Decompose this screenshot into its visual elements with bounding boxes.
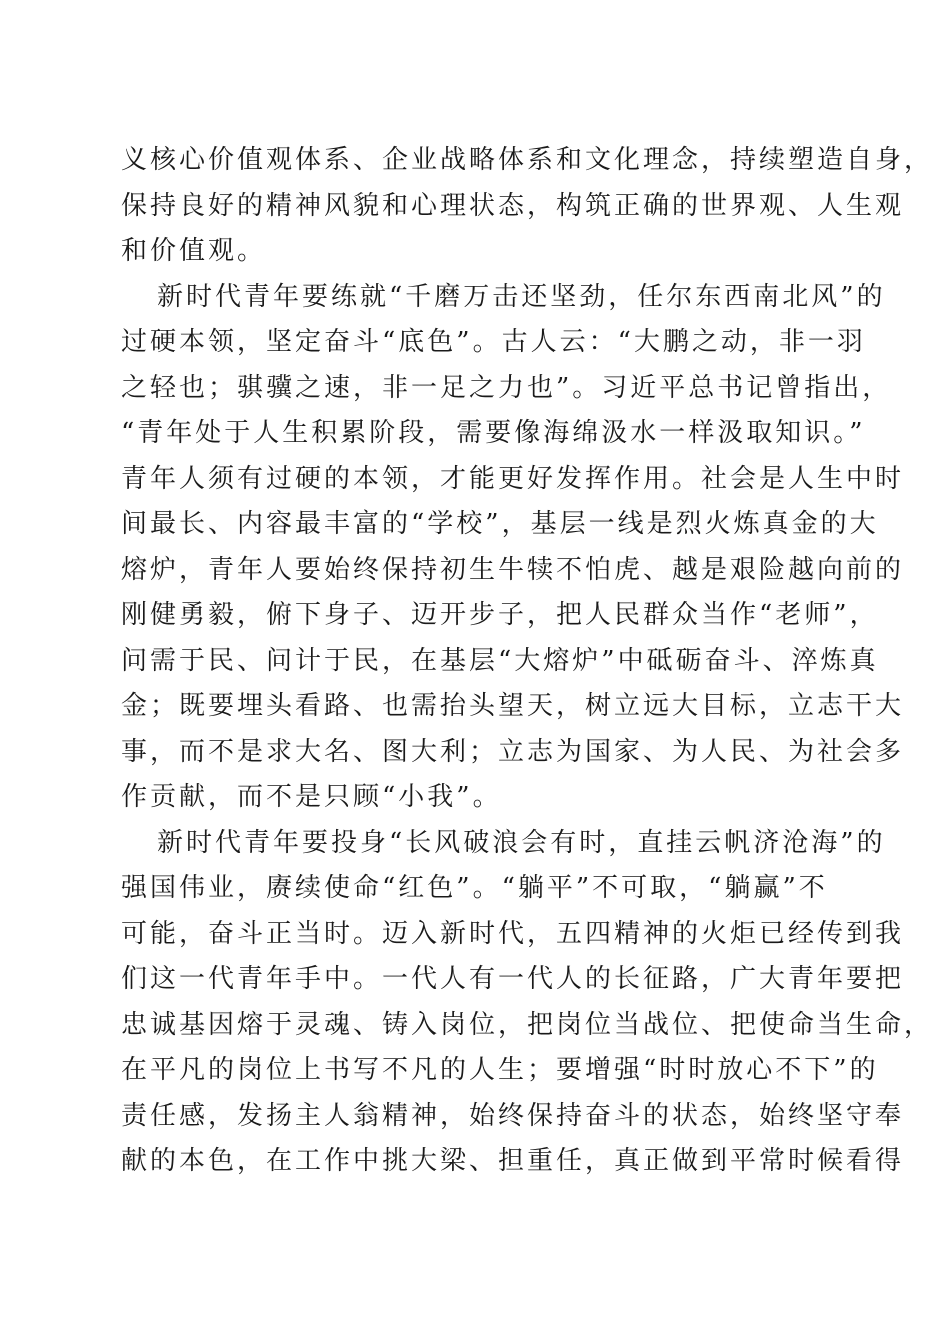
text-line: 在平凡的岗位上书写不凡的人生；要增强“时时放心不下”的 <box>121 1055 879 1085</box>
text-line: “青年处于人生积累阶段，需要像海绵汲水一样汲取知识。” <box>121 418 866 448</box>
text-line: 们这一代青年手中。一代人有一代人的长征路，广大青年要把 <box>121 964 905 994</box>
text-line: 间最长、内容最丰富的“学校”，基层一线是烈火炼真金的大 <box>121 509 879 539</box>
text-line: 新时代青年要投身“长风破浪会有时，直挂云帆济沧海”的 <box>157 827 886 858</box>
text-line: 过硬本领，坚定奋斗“底色”。古人云：“大鹏之动，非一羽 <box>121 327 866 357</box>
document-body <box>121 138 934 1185</box>
text-line: 忠诚基因熔于灵魂、铸入岗位，把岗位当战位、把使命当生命， <box>121 1009 934 1040</box>
paragraph-3 <box>121 821 934 1185</box>
text-line: 可能，奋斗正当时。迈入新时代，五四精神的火炬已经传到我 <box>121 918 905 949</box>
paragraph-2 <box>121 275 905 821</box>
text-line: 新时代青年要练就“千磨万击还坚劲，任尔东西南北风”的 <box>157 281 886 312</box>
text-line: 作贡献，而不是只顾“小我”。 <box>121 782 502 812</box>
text-line: 刚健勇毅，俯下身子、迈开步子，把人民群众当作“老师”， <box>121 600 879 630</box>
text-line: 和价值观。 <box>121 236 267 266</box>
text-line: 保持良好的精神风貌和心理状态，构筑正确的世界观、人生观 <box>121 190 905 221</box>
text-line: 事，而不是求大名、图大利；立志为国家、为人民、为社会多 <box>121 736 905 767</box>
text-line: 金；既要埋头看路、也需抬头望天，树立远大目标，立志干大 <box>121 691 905 721</box>
text-line: 强国伟业，赓续使命“红色”。“躺平”不可取，“躺赢”不 <box>121 873 828 903</box>
text-line: 青年人须有过硬的本领，才能更好发挥作用。社会是人生中时 <box>121 463 905 494</box>
text-line: 熔炉，青年人要始终保持初生牛犊不怕虎、越是艰险越向前的 <box>121 554 905 585</box>
text-line: 问需于民、问计于民，在基层“大熔炉”中砥砺奋斗、淬炼真 <box>121 645 879 676</box>
paragraph-1 <box>121 138 934 275</box>
text-line: 献的本色，在工作中挑大梁、担重任，真正做到平常时候看得 <box>121 1146 905 1176</box>
text-line: 义核心价值观体系、企业战略体系和文化理念，持续塑造自身， <box>121 145 934 175</box>
text-line: 责任感，发扬主人翁精神，始终保持奋斗的状态，始终坚守奉 <box>121 1100 905 1131</box>
text-line: 之轻也；骐骥之速，非一足之力也”。习近平总书记曾指出， <box>121 372 892 403</box>
